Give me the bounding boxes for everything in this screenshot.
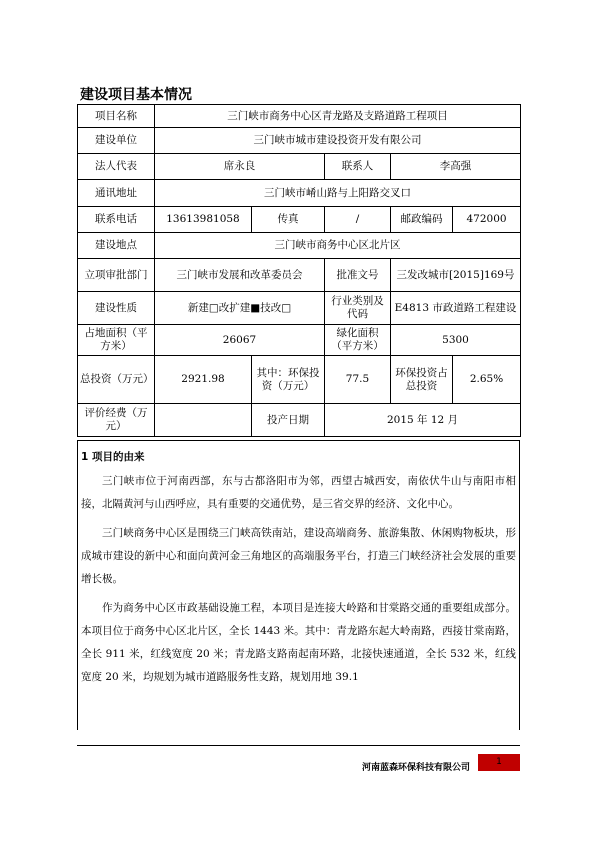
approval-no-value: 三发改城市[2015]169号 xyxy=(391,259,521,292)
footer-divider xyxy=(77,745,520,746)
phone-label: 联系电话 xyxy=(78,207,155,233)
invest-value: 2921.98 xyxy=(155,356,252,404)
env-ratio-value: 2.65% xyxy=(453,356,521,404)
footer-company: 河南蓝森环保科技有限公司 xyxy=(362,763,471,773)
project-name-value: 三门峡市商务中心区青龙路及支路道路工程项目 xyxy=(155,105,521,128)
builder-value: 三门峡市城市建设投资开发有限公司 xyxy=(155,128,521,154)
env-ratio-label: 环保投资占总投资 xyxy=(391,356,453,404)
page-number: 1 xyxy=(478,754,520,771)
industry-value: E4813 市政道路工程建设 xyxy=(391,292,521,325)
eval-fee-value xyxy=(155,404,252,437)
legal-rep-value: 席永良 xyxy=(155,154,325,180)
address-label: 通讯地址 xyxy=(78,180,155,207)
approval-dept-value: 三门峡市发展和改革委员会 xyxy=(155,259,325,292)
env-invest-value: 77.5 xyxy=(325,356,391,404)
fax-value: / xyxy=(325,207,391,233)
paragraph: 三门峡市位于河南西部，东与古都洛阳市为邻，西望古城西安，南依伏牛山与南阳市相接，北隔黄河与山西呼应，具有重要的交通优势，是三省交界的经济、文化中心。 xyxy=(81,475,516,510)
legal-rep-label: 法人代表 xyxy=(78,154,155,180)
contact-value: 李高强 xyxy=(391,154,521,180)
area-value: 26067 xyxy=(155,325,325,356)
project-origin-section xyxy=(77,440,520,730)
paragraph: 三门峡商务中心区是围绕三门峡高铁南站，建设高端商务、旅游集散、休闲购物板块，形成城市建设的新中心和面向黄河金三角地区的高端服务平台，打造三门峡经济社会发展的重要增长极。 xyxy=(81,527,516,585)
location-label: 建设地点 xyxy=(78,233,155,259)
paragraph: 作为商务中心区市政基础设施工程，本项目是连接大岭路和甘棠路交通的重要组成部分。本项目位于商务中心区北片区，全长 1443 米。其中：青龙路东起大岭南路，西接甘棠南路，全长 911 米，红线宽度 20 米；青龙路支路南起南环路，北接快速通道，全长 532 米，红线宽度 20 米，均规划为城市道路服务性支路，规划用地 39.1 xyxy=(81,602,516,683)
invest-label: 总投资（万元） xyxy=(78,356,155,404)
green-value: 5300 xyxy=(391,325,521,356)
env-invest-label: 其中：环保投资（万元） xyxy=(252,356,325,404)
builder-label: 建设单位 xyxy=(78,128,155,154)
section-heading: 1 项目的由来 xyxy=(81,451,145,463)
project-name-label: 项目名称 xyxy=(78,105,155,128)
prod-date-label: 投产日期 xyxy=(252,404,325,437)
phone-value: 13613981058 xyxy=(155,207,252,233)
postcode-value: 472000 xyxy=(453,207,521,233)
fax-label: 传真 xyxy=(252,207,325,233)
approval-no-label: 批准文号 xyxy=(325,259,391,292)
eval-fee-label: 评价经费（万元） xyxy=(78,404,155,437)
section-title: 建设项目基本情况 xyxy=(80,87,192,103)
industry-label: 行业类别及代码 xyxy=(325,292,391,325)
postcode-label: 邮政编码 xyxy=(391,207,453,233)
location-value: 三门峡市商务中心区北片区 xyxy=(155,233,521,259)
project-info-table xyxy=(77,104,521,437)
green-label: 绿化面积（平方米） xyxy=(325,325,391,356)
approval-dept-label: 立项审批部门 xyxy=(78,259,155,292)
nature-label: 建设性质 xyxy=(78,292,155,325)
nature-value: 新建□改扩建■技改□ xyxy=(155,292,325,325)
address-value: 三门峡市崤山路与上阳路交叉口 xyxy=(155,180,521,207)
contact-label: 联系人 xyxy=(325,154,391,180)
area-label: 占地面积（平方米） xyxy=(78,325,155,356)
prod-date-value: 2015 年 12 月 xyxy=(325,404,521,437)
